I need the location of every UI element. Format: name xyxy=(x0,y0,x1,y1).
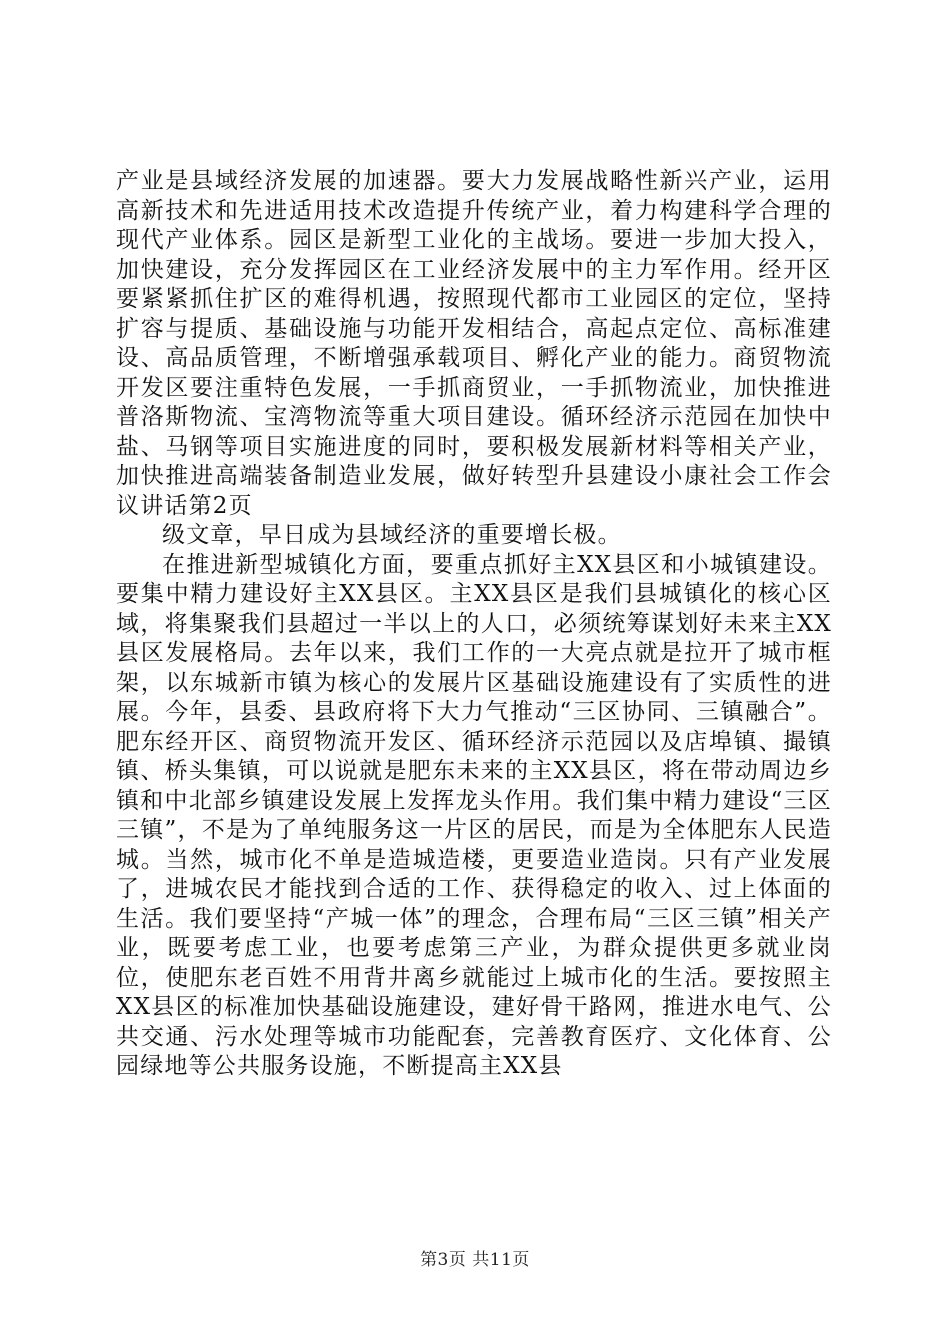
paragraph-1: 产业是县域经济发展的加速器。要大力发展战略性新兴产业，运用高新技术和先进适用技术改造提升传统产业，着力构建科学合理的现代产业体系。园区是新型工业化的主战场。要进一步加大投入，加快建设，充分发挥园区在工业经济发展中的主力军作用。经开区要紧紧抓住扩区的难得机遇，按照现代都市工业园区的定位，坚持扩容与提质、基础设施与功能开发相结合，高起点定位、高标准建设、高品质管理，不断增强承载项目、孵化产业的能力。商贸物流开发区要注重特色发展，一手抓商贸业，一手抓物流业，加快推进普洛斯物流、宝湾物流等重大项目建设。循环经济示范园在加快中盐、马钢等项目实施进度的同时，要积极发展新材料等相关产业，加快推进高端装备制造业发展，做好转型升县建设小康社会工作会议讲话第2页 xyxy=(116,168,832,519)
document-body xyxy=(116,167,832,1082)
page-footer: 第3页 共11页 xyxy=(420,1250,530,1270)
paragraph-2: 级文章，早日成为县域经济的重要增长极。 xyxy=(162,522,622,548)
paragraph-3: 在推进新型城镇化方面，要重点抓好主XX县区和小城镇建设。要集中精力建设好主XX县区。主XX县区是我们县城镇化的核心区域，将集聚我们县超过一半以上的人口，必须统筹谋划好未来主XX县区发展格局。去年以来，我们工作的一大亮点就是拉开了城市框架，以东城新市镇为核心的发展片区基础设施建设有了实质性的进展。今年，县委、县政府将下大力气推动“三区协同、三镇融合”。肥东经开区、商贸物流开发区、循环经济示范园以及店埠镇、撮镇镇、桥头集镇，可以说就是肥东未来的主XX县区，将在带动周边乡镇和中北部乡镇建设发展上发挥龙头作用。我们集中精力建设“三区三镇”，不是为了单纯服务这一片区的居民，而是为全体肥东人民造城。当然，城市化不单是造城造楼，更要造业造岗。只有产业发展了，进城农民才能找到合适的工作、获得稳定的收入、过上体面的生活。我们要坚持“产城一体”的理念，合理布局“三区三镇”相关产业，既要考虑工业，也要考虑第三产业，为群众提供更多就业岗位，使肥东老百姓不用背井离乡就能过上城市化的生活。要按照主XX县区的标准加快基础设施建设，建好骨干路网，推进水电气、公共交通、污水处理等城市功能配套，完善教育医疗、文化体育、公园绿地等公共服务设施，不断提高主XX县 xyxy=(116,551,832,1079)
